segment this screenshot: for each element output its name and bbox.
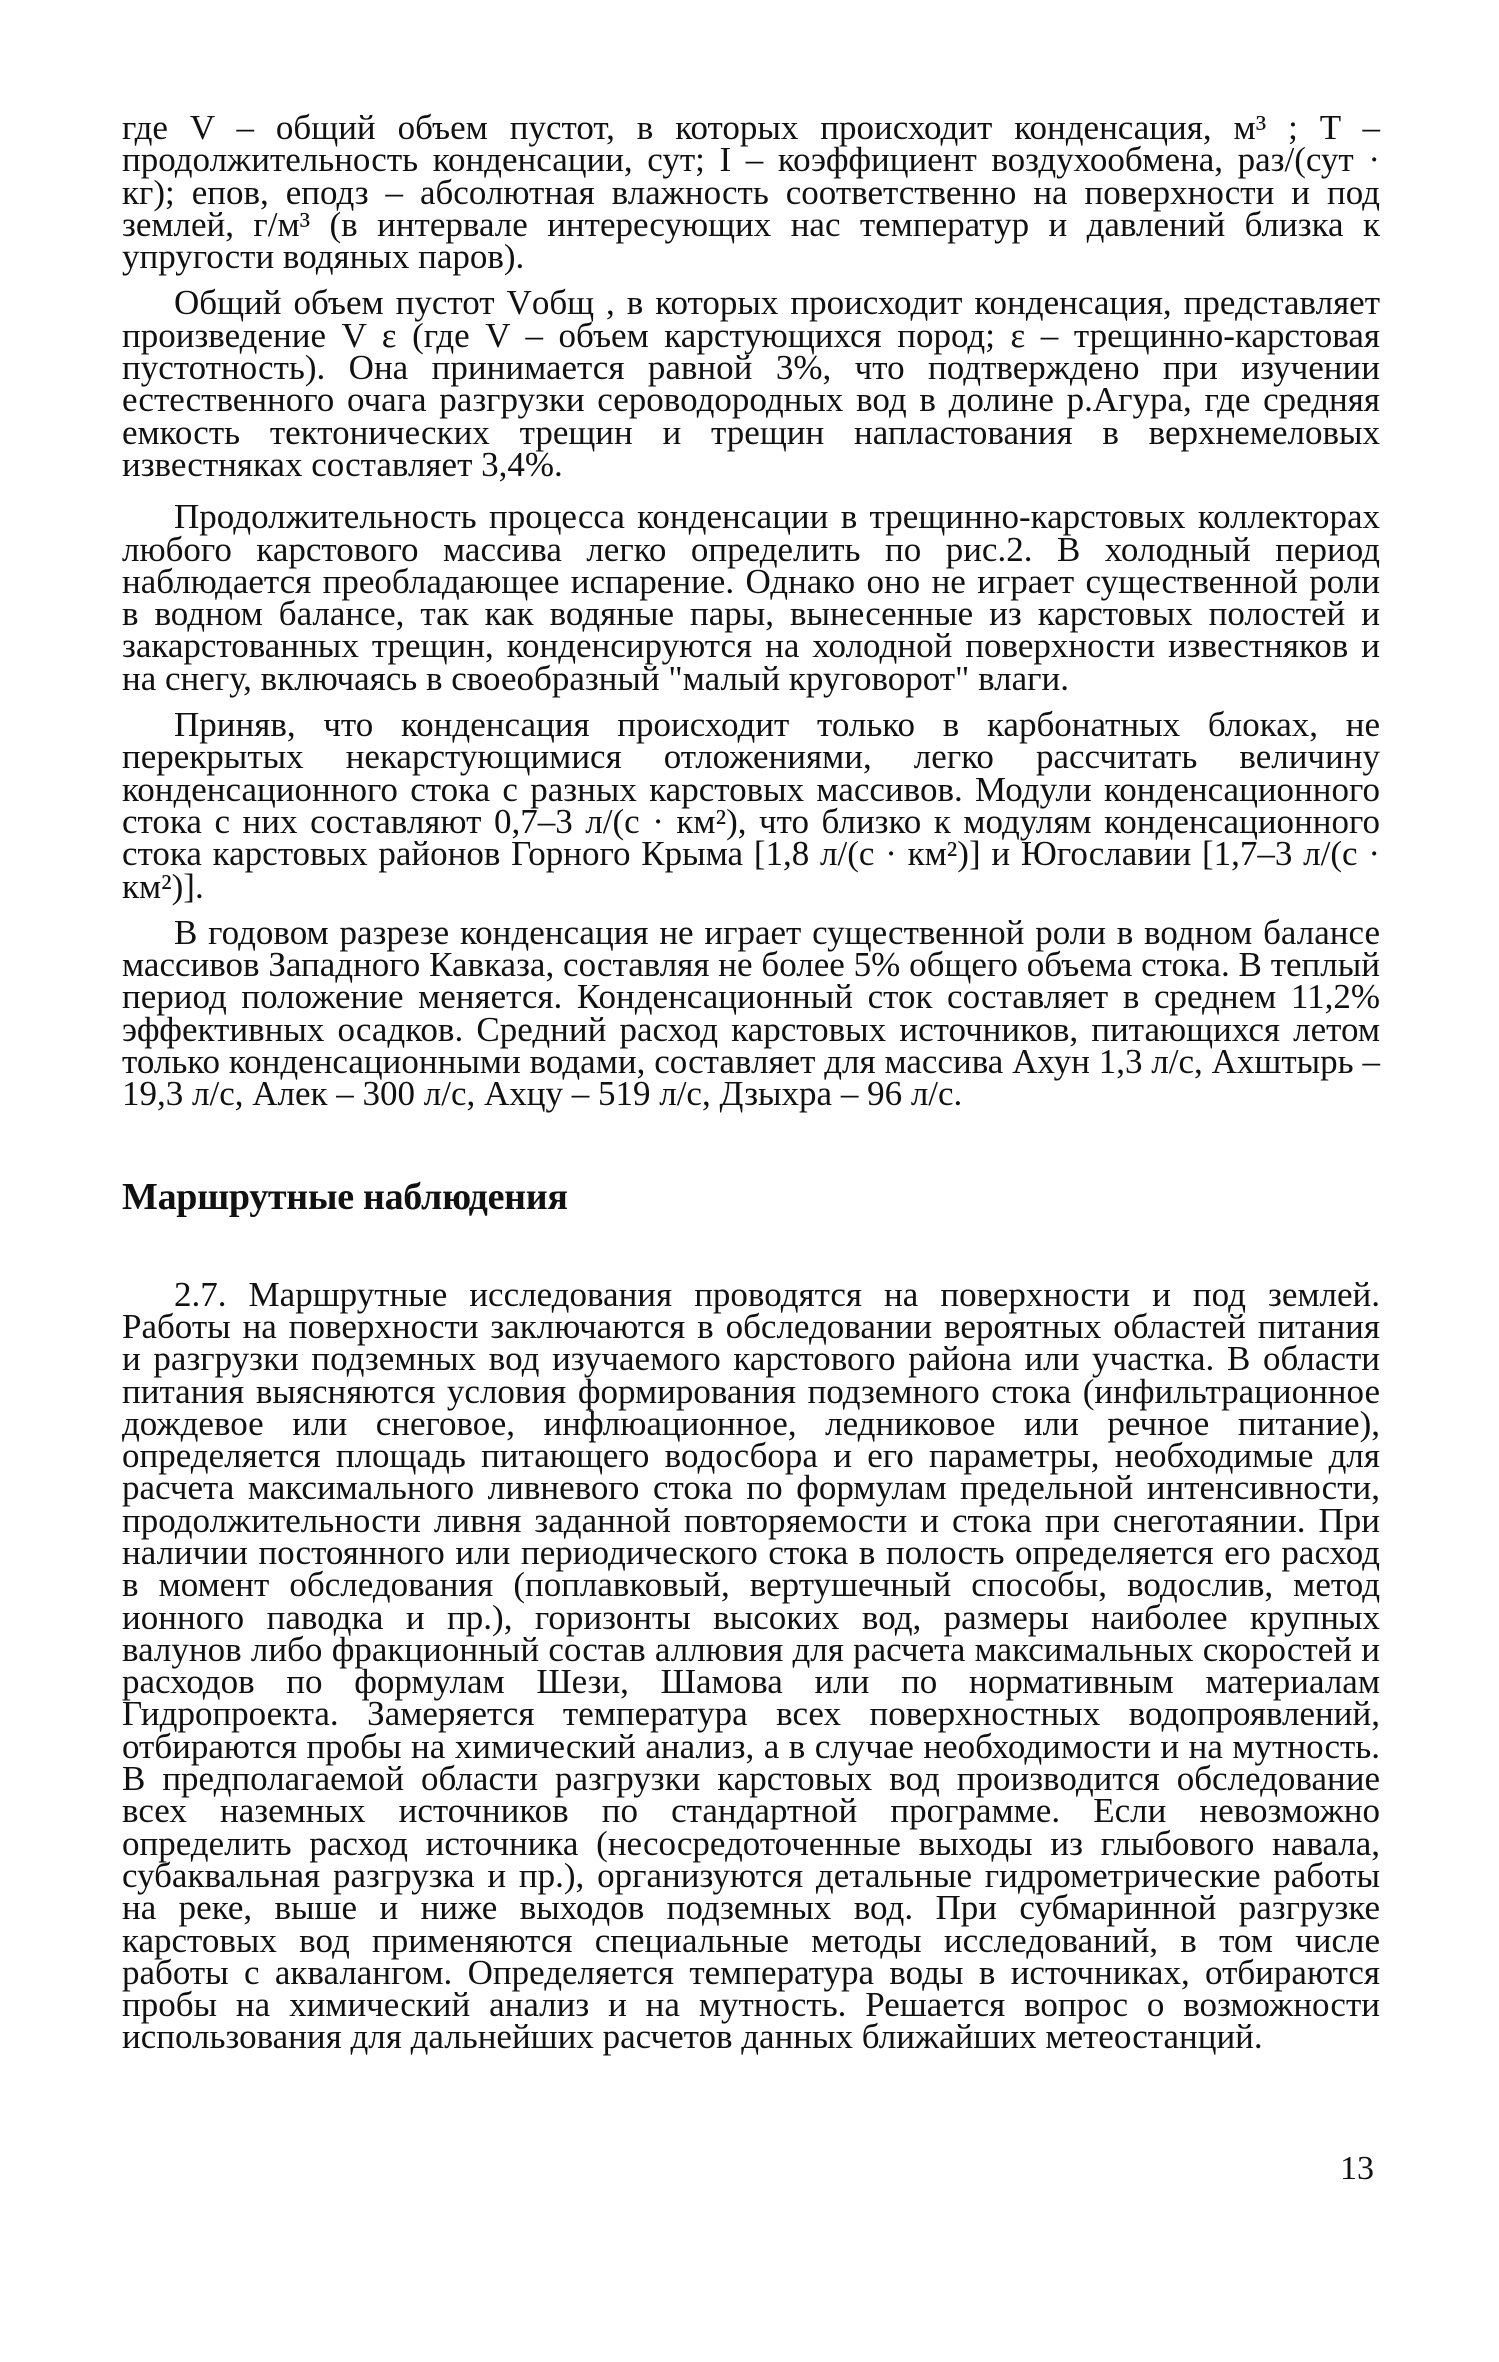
paragraph-route-observations: 2.7. Маршрутные исследования проводятся на поверхности и под землей. Работы на поверхности заключаются в обследовании вероятных областей питания и разгрузки подземных вод изучаемого карстового района или участка. В области питания выясняются условия формирования подземного стока (инфильтрационное дождевое или снеговое, инфлюационное, ледниковое или речное питание), определяется площадь питающего водосбора и его параметры, необходимые для расчета максимального ливневого стока по формулам предельной интенсивности, продолжительности ливня заданной повторяемости и стока при снеготаянии. При наличии постоянного или периодического стока в полость определяется его расход в момент обследования (поплавковый, вертушечный способы, водослив, метод ионного паводка и пр.), горизонты высоких вод, размеры наиболее крупных валунов либо фракционный состав аллювия для расчета максимальных скоростей и расходов по формулам Шези, Шамова или по нормативным материалам Гидропроекта. Замеряется температура всех поверхностных водопроявлений, отбираются пробы на химический анализ, а в случае необходимости и на мутность. В предполагаемой области разгрузки карстовых вод производится обследование всех наземных источников по стандартной программе. Если невозможно определить расход источника (несосредоточенные выходы из глыбового навала, субаквальная разгрузка и пр.), организуются детальные гидрометрические работы на реке, выше и ниже выходов подземных вод. При субмаринной разгрузке карстовых вод применяются специальные методы исследований, в том числе работы с аквалангом. Определяется температура воды в источниках, отбираются пробы на химический анализ и на мутность. Решается вопрос о возможности использования для дальнейших расчетов данных ближайших метеостанций. xyxy=(122,1274,1380,2057)
paragraph-annual-balance: В годовом разрезе конденсация не играет существенной роли в водном балансе массивов Западного Кавказа, составляя не более 5% общего объема стока. В теплый период положение меняется. Конденсационный сток составляет в среднем 11,2% эффективных осадков. Средний расход карстовых источников, питающихся летом только конденсационными водами, составляет для массива Ахун 1,3 л/с, Ахштырь – 19,3 л/с, Алек – 300 л/с, Ахцу – 519 л/с, Дзыхра – 96 л/с. xyxy=(122,912,1380,1114)
paragraph-condensation-duration: Продолжительность процесса конденсации в трещинно-карстовых коллекторах любого карстового массива легко определить по рис.2. В холодный период наблюдается преобладающее испарение. Однако оно не играет существенной роли в водном балансе, так как водяные пары, вынесенные из карстовых полостей и закарстованных трещин, конденсируются на холодной поверхности известняков и на снегу, включаясь в своеобразный "малый круговорот" влаги. xyxy=(122,497,1380,698)
page-number: 13 xyxy=(1340,2150,1374,2187)
page-body xyxy=(122,108,1380,2057)
section-heading: Маршрутные наблюдения xyxy=(122,1175,568,1218)
paragraph-void-volume: Общий объем пустот Vобщ , в которых происходит конденсация, представляет произведение V ε (где V – объем карстующихся пород; ε – трещинно-карстовая пустотность). Она принимается равной 3%, что подтверждено при изучении естественного очага разгрузки сероводородных вод в долине р.Агура, где средняя емкость тектонических трещин и трещин напластования в верхнемеловых известняках составляет 3,4%. xyxy=(122,283,1380,484)
paragraph-formula-legend: где V – общий объем пустот, в которых происходит конденсация, м³ ; T – продолжительность конденсации, сут; I – коэффициент воздухообмена, раз/(сут · кг); eпов, eподз – абсолютная влажность соответственно на поверхности и под землей, г/м³ (в интервале интересующих нас температур и давлений близка к упругости водяных паров). xyxy=(122,108,1380,277)
paragraph-condensation-runoff: Приняв, что конденсация происходит только в карбонатных блоках, не перекрытых некарстующимися отложениями, легко рассчитать величину конденсационного стока с разных карстовых массивов. Модули конденсационного стока с них составляют 0,7–3 л/(с · км²), что близко к модулям конденсационного стока карстовых районов Горного Крыма [1,8 л/(с · км²)] и Югославии [1,7–3 л/(с · км²)]. xyxy=(122,705,1380,906)
